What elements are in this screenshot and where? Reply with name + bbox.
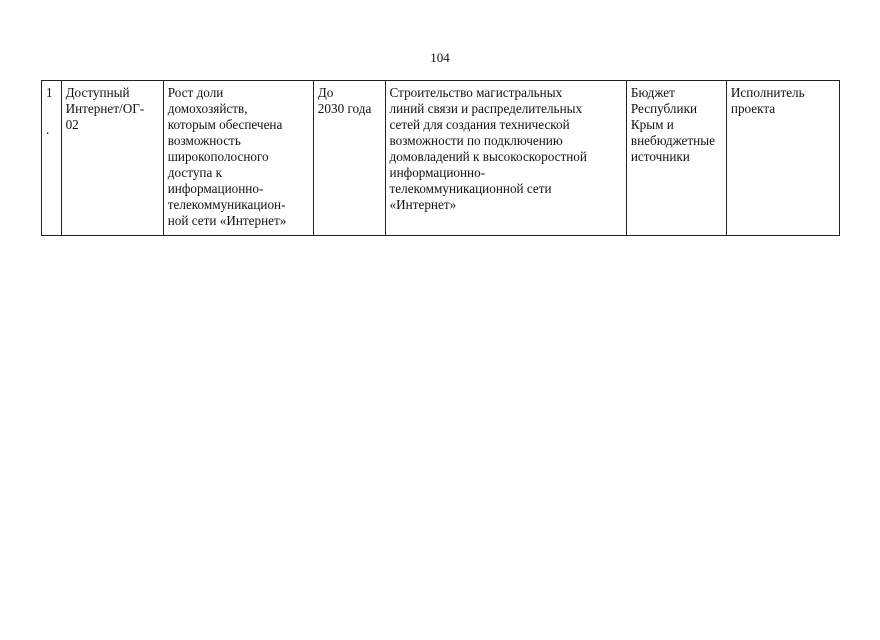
indicator-line: телекоммуникацион- xyxy=(167,197,286,212)
funding-line: Крым и xyxy=(630,117,674,132)
deadline-line: До xyxy=(317,85,334,100)
cell-funding xyxy=(626,81,726,236)
activity-line: телекоммуникационной сети xyxy=(389,181,552,196)
executor-line: Исполнитель xyxy=(730,85,805,100)
indicator-line: Рост доли xyxy=(167,85,224,100)
table-row xyxy=(42,81,840,236)
funding-line: Республики xyxy=(630,101,698,116)
activity-line: домовладений к высокоскоростной xyxy=(389,149,587,164)
project-line: 02 xyxy=(65,117,79,132)
row-number: 1 xyxy=(46,85,53,100)
indicator-line: возможность xyxy=(167,133,241,148)
deadline-line: 2030 года xyxy=(317,101,372,116)
cell-activity xyxy=(385,81,626,236)
indicator-line: информационно- xyxy=(167,181,264,196)
project-line: Доступный xyxy=(65,85,130,100)
activity-line: «Интернет» xyxy=(389,197,457,212)
row-number-dot: . xyxy=(46,122,50,137)
indicator-line: которым обеспечена xyxy=(167,117,283,132)
cell-project xyxy=(61,81,163,236)
funding-line: Бюджет xyxy=(630,85,675,100)
indicator-line: широкополосного xyxy=(167,149,269,164)
cell-indicator xyxy=(163,81,313,236)
activity-line: информационно- xyxy=(389,165,486,180)
indicator-line: доступа к xyxy=(167,165,223,180)
indicator-line: домохозяйств, xyxy=(167,101,248,116)
project-line: Интернет/ОГ- xyxy=(65,101,145,116)
activity-line: линий связи и распределительных xyxy=(389,101,583,116)
activity-line: возможности по подключению xyxy=(389,133,563,148)
funding-line: источники xyxy=(630,149,690,164)
indicator-line: ной сети «Интернет» xyxy=(167,213,287,228)
activity-line: сетей для создания технической xyxy=(389,117,570,132)
page-number: 104 xyxy=(430,50,450,65)
executor-line: проекта xyxy=(730,101,776,116)
program-table xyxy=(41,80,840,236)
cell-executor xyxy=(726,81,839,236)
funding-line: внебюджетные xyxy=(630,133,715,148)
activity-line: Строительство магистральных xyxy=(389,85,563,100)
cell-deadline xyxy=(313,81,385,236)
cell-row-number xyxy=(42,81,62,236)
